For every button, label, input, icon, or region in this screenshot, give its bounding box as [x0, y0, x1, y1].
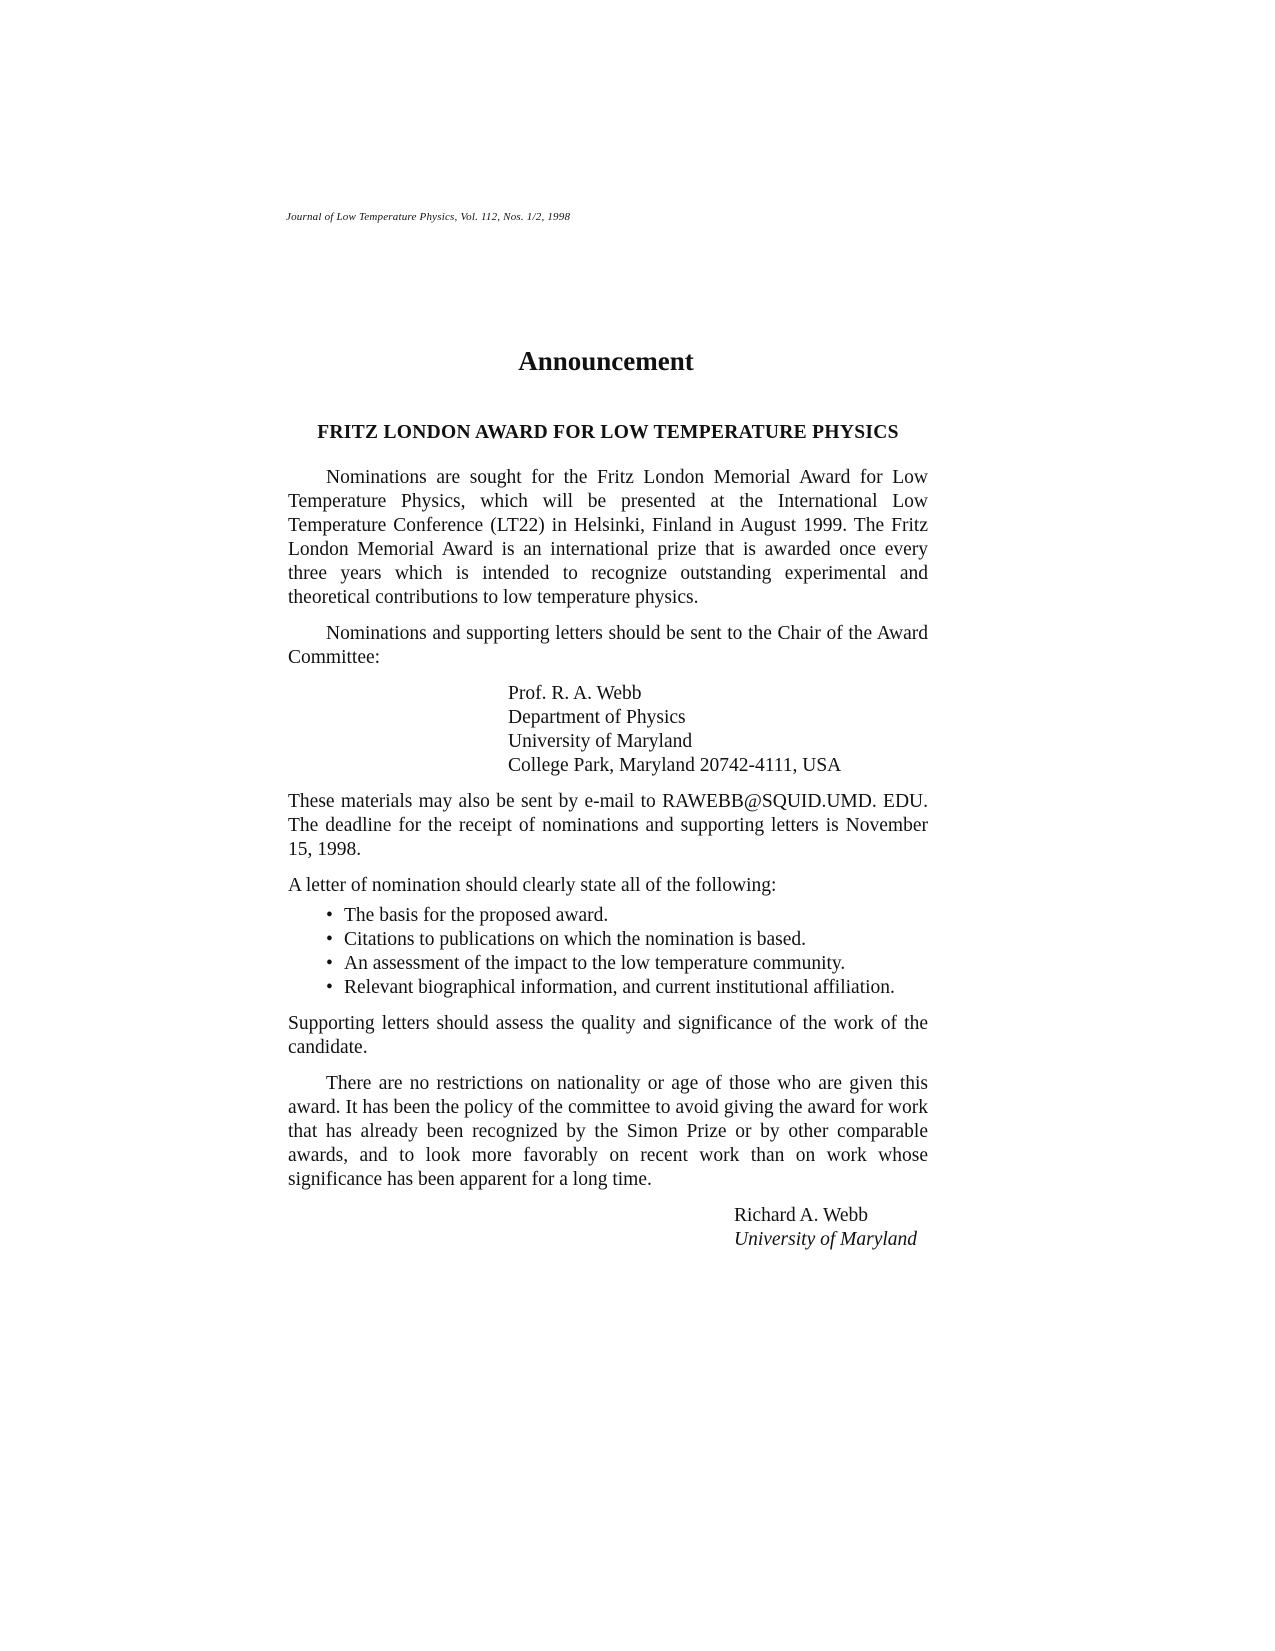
signature-block: [734, 1204, 928, 1252]
paragraph-supporting-letters: Supporting letters should assess the quality and significance of the work of the candidate.: [288, 1013, 928, 1058]
address-line-department: Department of Physics: [508, 707, 686, 728]
address-line-university: University of Maryland: [508, 731, 693, 752]
address-line-city: College Park, Maryland 20742-4111, USA: [508, 755, 842, 776]
bullet-icon: •: [326, 929, 333, 950]
paragraph-email-deadline: These materials may also be sent by e-mail to RAWEBB@SQUID.UMD. EDU. The deadline for the receipt of nominations and supporting letters is November 15, 1998.: [288, 791, 928, 860]
page-title: Announcement: [518, 346, 694, 376]
address-line-name: Prof. R. A. Webb: [508, 683, 642, 704]
list-item-text: An assessment of the impact to the low temperature community.: [344, 953, 846, 974]
list-item-text: The basis for the proposed award.: [344, 905, 609, 926]
signature-name: Richard A. Webb: [734, 1205, 869, 1226]
chair-address: [508, 682, 928, 778]
list-item-text: Relevant biographical information, and current institutional affiliation.: [344, 977, 895, 998]
announcement-body: [288, 466, 928, 1252]
bullet-icon: •: [326, 977, 333, 998]
journal-header: Journal of Low Temperature Physics, Vol. 112, Nos. 1/2, 1998: [286, 211, 571, 223]
requirements-list: [326, 904, 928, 1000]
paragraph-letter-requirements: A letter of nomination should clearly state all of the following:: [288, 875, 777, 896]
list-item: [326, 904, 928, 928]
list-item: [326, 928, 928, 952]
paragraph-send-to-chair: Nominations and supporting letters should be sent to the Chair of the Award Committee:: [288, 623, 928, 668]
list-item: [326, 952, 928, 976]
paragraph-restrictions: There are no restrictions on nationality or age of those who are given this award. It has been the policy of the committee to avoid giving the award for work that has already been recognized by the Simon Prize or by other comparable awards, and to look more favorably on recent work than on work whose significance has been apparent for a long time.: [288, 1073, 928, 1190]
paragraph-nominations-sought: Nominations are sought for the Fritz London Memorial Award for Low Temperature Physics, which will be presented at the International Low Temperature Conference (LT22) in Helsinki, Finland in August 1999. The Fritz London Memorial Award is an international prize that is awarded once every three years which is intended to recognize outstanding experimental and theoretical contributions to low temperature physics.: [288, 467, 928, 608]
signature-affiliation: University of Maryland: [734, 1229, 918, 1250]
list-item-text: Citations to publications on which the nomination is based.: [344, 929, 806, 950]
award-subtitle: FRITZ LONDON AWARD FOR LOW TEMPERATURE PHYSICS: [317, 422, 899, 443]
bullet-icon: •: [326, 953, 333, 974]
list-item: [326, 976, 928, 1000]
bullet-icon: •: [326, 905, 333, 926]
